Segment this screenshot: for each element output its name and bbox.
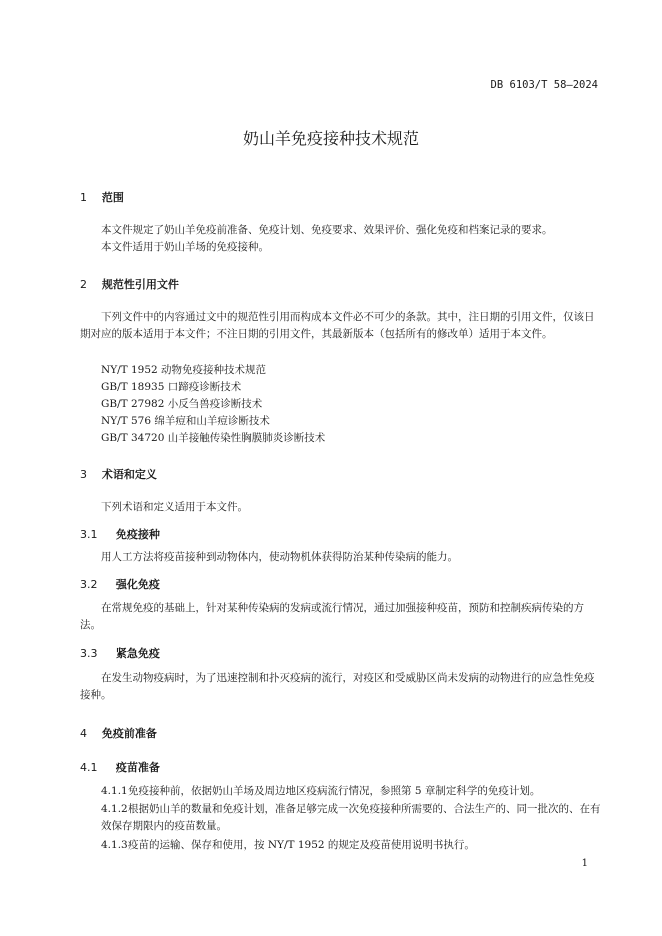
section-title: 免疫前准备: [101, 727, 157, 740]
reference-item: NY/T 1952 动物免疫接种技术规范: [101, 364, 267, 376]
clause-4-1-3: [101, 837, 475, 852]
term-number: 3.2: [80, 578, 98, 591]
section-3-heading: [80, 466, 157, 482]
section-1-paragraph-2: 本文件适用于奶山羊场的免疫接种。: [101, 241, 269, 253]
section-title: 规范性引用文件: [101, 278, 179, 291]
term-title: 紧急免疫: [115, 647, 160, 660]
term-3-2-heading: [80, 576, 160, 592]
section-3-intro: 下列术语和定义适用于本文件。: [101, 501, 248, 513]
reference-item: GB/T 34720 山羊接触传染性胸膜肺炎诊断技术: [101, 432, 326, 444]
clause-number: 4.1.2: [101, 803, 128, 815]
reference-item: GB/T 27982 小反刍兽疫诊断技术: [101, 398, 263, 410]
reference-item: GB/T 18935 口蹄疫诊断技术: [101, 381, 242, 393]
clause-text: 免疫接种前，依据奶山羊场及周边地区疫病流行情况，参照第 5 章制定科学的免疫计划。: [128, 785, 541, 797]
clause-4-1-2: [101, 801, 601, 835]
section-4-heading: [80, 725, 157, 741]
section-number: 2: [80, 278, 87, 291]
reference-item: NY/T 576 绵羊痘和山羊痘诊断技术: [101, 415, 270, 427]
term-title: 强化免疫: [115, 578, 160, 591]
standard-code: DB 6103/T 58—2024: [490, 79, 598, 91]
term-3-1-heading: [80, 526, 160, 542]
section-1-heading: [80, 189, 124, 205]
term-number: 3.1: [80, 528, 98, 541]
section-number: 3: [80, 468, 87, 481]
term-3-1-definition: 用人工方法将疫苗接种到动物体内，使动物机体获得防治某种传染病的能力。: [101, 551, 458, 563]
section-2-heading: [80, 276, 179, 292]
term-3-3-heading: [80, 645, 160, 661]
clause-number: 4.1.3: [101, 839, 128, 851]
term-title: 免疫接种: [115, 528, 160, 541]
section-number: 4: [80, 727, 87, 740]
section-title: 术语和定义: [101, 468, 157, 481]
section-title: 范围: [101, 191, 124, 204]
clause-number: 4.1.1: [101, 785, 128, 797]
section-number: 1: [80, 191, 87, 204]
clause-4-1-1: [101, 783, 540, 798]
section-1-paragraph-1: 本文件规定了奶山羊免疫前准备、免疫计划、免疫要求、效果评价、强化免疫和档案记录的要求。: [101, 224, 553, 236]
term-number: 3.3: [80, 647, 98, 660]
document-title: 奶山羊免疫接种技术规范: [242, 129, 419, 148]
term-3-3-definition: 在发生动物疫病时，为了迅速控制和扑灭疫病的流行，对疫区和受威胁区尚未发病的动物进行的应急性免疫接种。: [80, 672, 595, 701]
subsection-4-1-heading: [80, 759, 160, 775]
page-number: 1: [581, 858, 588, 869]
clause-text: 疫苗的运输、保存和使用，按 NY/T 1952 的规定及疫苗使用说明书执行。: [128, 839, 475, 851]
subsection-title: 疫苗准备: [115, 761, 160, 774]
section-2-intro: 下列文件中的内容通过文中的规范性引用而构成本文件必不可少的条款。其中，注日期的引用文件，仅该日期对应的版本适用于本文件；不注日期的引用文件，其最新版本（包括所有的修改单）适用于本文件。: [80, 311, 595, 340]
term-3-2-definition: 在常规免疫的基础上，针对某种传染病的发病或流行情况，通过加强接种疫苗，预防和控制疾病传染的方法。: [80, 602, 584, 631]
subsection-number: 4.1: [80, 761, 98, 774]
clause-text: 根据奶山羊的数量和免疫计划，准备足够完成一次免疫接种所需要的、合法生产的、同一批次的、在有效保存期限内的疫苗数量。: [101, 803, 601, 832]
